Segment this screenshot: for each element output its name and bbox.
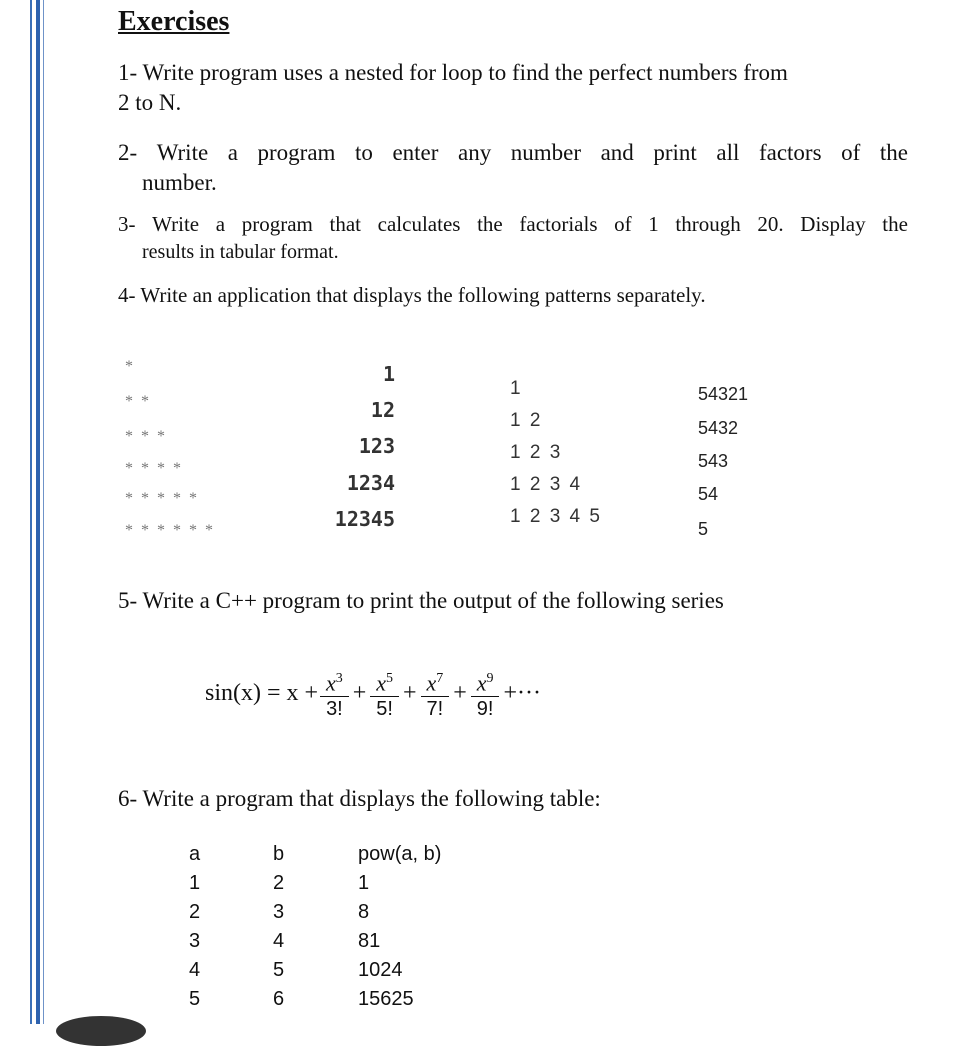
term-denominator: 7! xyxy=(421,696,450,721)
table-cell: 6 xyxy=(273,988,285,1010)
word: and xyxy=(600,140,634,165)
word: the xyxy=(477,212,503,236)
number-row: 12345 xyxy=(334,507,395,531)
term-var: x xyxy=(326,670,336,696)
word: to xyxy=(355,140,373,165)
word: print xyxy=(653,140,697,165)
word: program xyxy=(241,212,313,236)
term-denominator: 3! xyxy=(320,696,349,721)
number-row: 123 xyxy=(358,434,395,458)
word: factors xyxy=(758,140,822,165)
exercise-3 xyxy=(118,210,908,266)
table-header: pow(a, b) xyxy=(358,843,442,865)
table-cell: 8 xyxy=(358,901,370,923)
word: enter xyxy=(392,140,439,165)
exercise-3-line1 xyxy=(118,210,908,238)
term-exponent: 5 xyxy=(386,671,394,686)
series-term xyxy=(421,666,450,721)
word: Write xyxy=(152,212,200,236)
plus-sign: + xyxy=(453,680,467,707)
number-row: 12 xyxy=(370,398,395,422)
series-tail: +··· xyxy=(503,680,541,707)
word: number xyxy=(510,140,582,165)
exercise-1 xyxy=(118,58,908,118)
word: through xyxy=(675,212,741,236)
star-row: * * * * * * xyxy=(125,522,215,539)
number-row: 1 xyxy=(382,362,395,386)
plus-sign: + xyxy=(352,680,367,707)
table-cell: 5 xyxy=(273,959,285,981)
border-line xyxy=(43,0,44,1024)
table-column-pow xyxy=(358,840,441,1014)
word: of xyxy=(614,212,632,236)
word: of xyxy=(841,140,861,165)
word: calculates xyxy=(377,212,461,236)
star-row: * * * * * xyxy=(125,490,199,507)
term-var: x xyxy=(376,670,387,696)
word: any xyxy=(457,140,492,165)
word: Write xyxy=(156,140,209,165)
word: the xyxy=(879,140,908,165)
exercise-2 xyxy=(118,138,908,198)
number-row: 543 xyxy=(698,451,729,471)
table-column-a xyxy=(189,840,200,1014)
exercise-1-line2: 2 to N. xyxy=(118,90,182,115)
term-denominator: 9! xyxy=(471,696,500,721)
border-line xyxy=(30,0,32,1024)
table-cell: 3 xyxy=(273,901,285,923)
table-column-b xyxy=(273,840,284,1014)
series-term xyxy=(320,666,349,721)
term-exponent: 9 xyxy=(486,671,494,686)
table-cell: 4 xyxy=(189,959,201,981)
table-cell: 5 xyxy=(189,988,201,1010)
star-row: * * * * xyxy=(125,460,183,477)
number-row: 5432 xyxy=(698,418,739,438)
word: factorials xyxy=(519,212,598,236)
exercise-2-line1 xyxy=(118,138,908,168)
sin-series-formula xyxy=(205,666,543,721)
series-term xyxy=(471,666,500,721)
table-cell: 4 xyxy=(273,930,285,952)
table-cell: 15625 xyxy=(358,988,414,1010)
page-border xyxy=(0,0,46,1024)
word: the xyxy=(882,212,908,236)
number-row: 54 xyxy=(698,484,719,504)
star-row: * * xyxy=(125,393,151,410)
number-row: 1234 xyxy=(346,471,395,495)
page-title: Exercises xyxy=(118,6,230,37)
exercise-3-line2: results in tabular format. xyxy=(142,241,339,263)
exercise-2-line2: number. xyxy=(142,170,217,195)
table-cell: 1024 xyxy=(358,959,403,981)
star-row: * xyxy=(125,358,135,375)
formula-lhs: sin(x) = x + xyxy=(205,680,319,707)
exercise-6: 6- Write a program that displays the following table: xyxy=(118,786,601,811)
table-cell: 2 xyxy=(273,872,285,894)
table-cell: 2 xyxy=(189,901,201,923)
word: 3- xyxy=(118,212,136,236)
word: 20. xyxy=(757,212,784,236)
term-var: x xyxy=(426,670,437,696)
term-var: x xyxy=(476,670,487,696)
word: Display xyxy=(800,212,866,236)
table-cell: 81 xyxy=(358,930,381,952)
exercise-5: 5- Write a C++ program to print the output of the following series xyxy=(118,588,724,613)
number-row: 1 xyxy=(510,378,523,399)
table-cell: 3 xyxy=(189,930,201,952)
word: that xyxy=(329,212,362,236)
term-exponent: 7 xyxy=(436,671,444,686)
word: 2- xyxy=(118,140,138,165)
number-row: 1 2 3 4 5 xyxy=(510,506,602,527)
series-term xyxy=(370,666,399,721)
star-row: * * * xyxy=(125,428,167,445)
exercise-1-line1: 1- Write program uses a nested for loop to find the perfect numbers from xyxy=(118,60,788,85)
term-exponent: 3 xyxy=(335,671,343,686)
table-cell: 1 xyxy=(358,872,370,894)
word: 1 xyxy=(648,212,659,236)
table-header: b xyxy=(273,843,285,865)
table-cell: 1 xyxy=(189,872,201,894)
border-line xyxy=(36,0,40,1024)
exercise-4: 4- Write an application that displays the following patterns separately. xyxy=(118,283,706,307)
word: program xyxy=(257,140,336,165)
number-row: 1 2 xyxy=(510,410,543,431)
decorative-shape xyxy=(56,1016,146,1046)
word: a xyxy=(215,212,226,236)
word: all xyxy=(716,140,740,165)
number-row: 5 xyxy=(698,519,709,539)
plus-sign: + xyxy=(402,680,417,707)
number-row: 1 2 3 xyxy=(510,442,563,463)
term-denominator: 5! xyxy=(370,696,399,721)
number-row: 54321 xyxy=(698,384,749,404)
table-header: a xyxy=(189,843,201,865)
number-row: 1 2 3 4 xyxy=(510,474,583,495)
word: a xyxy=(227,140,238,165)
